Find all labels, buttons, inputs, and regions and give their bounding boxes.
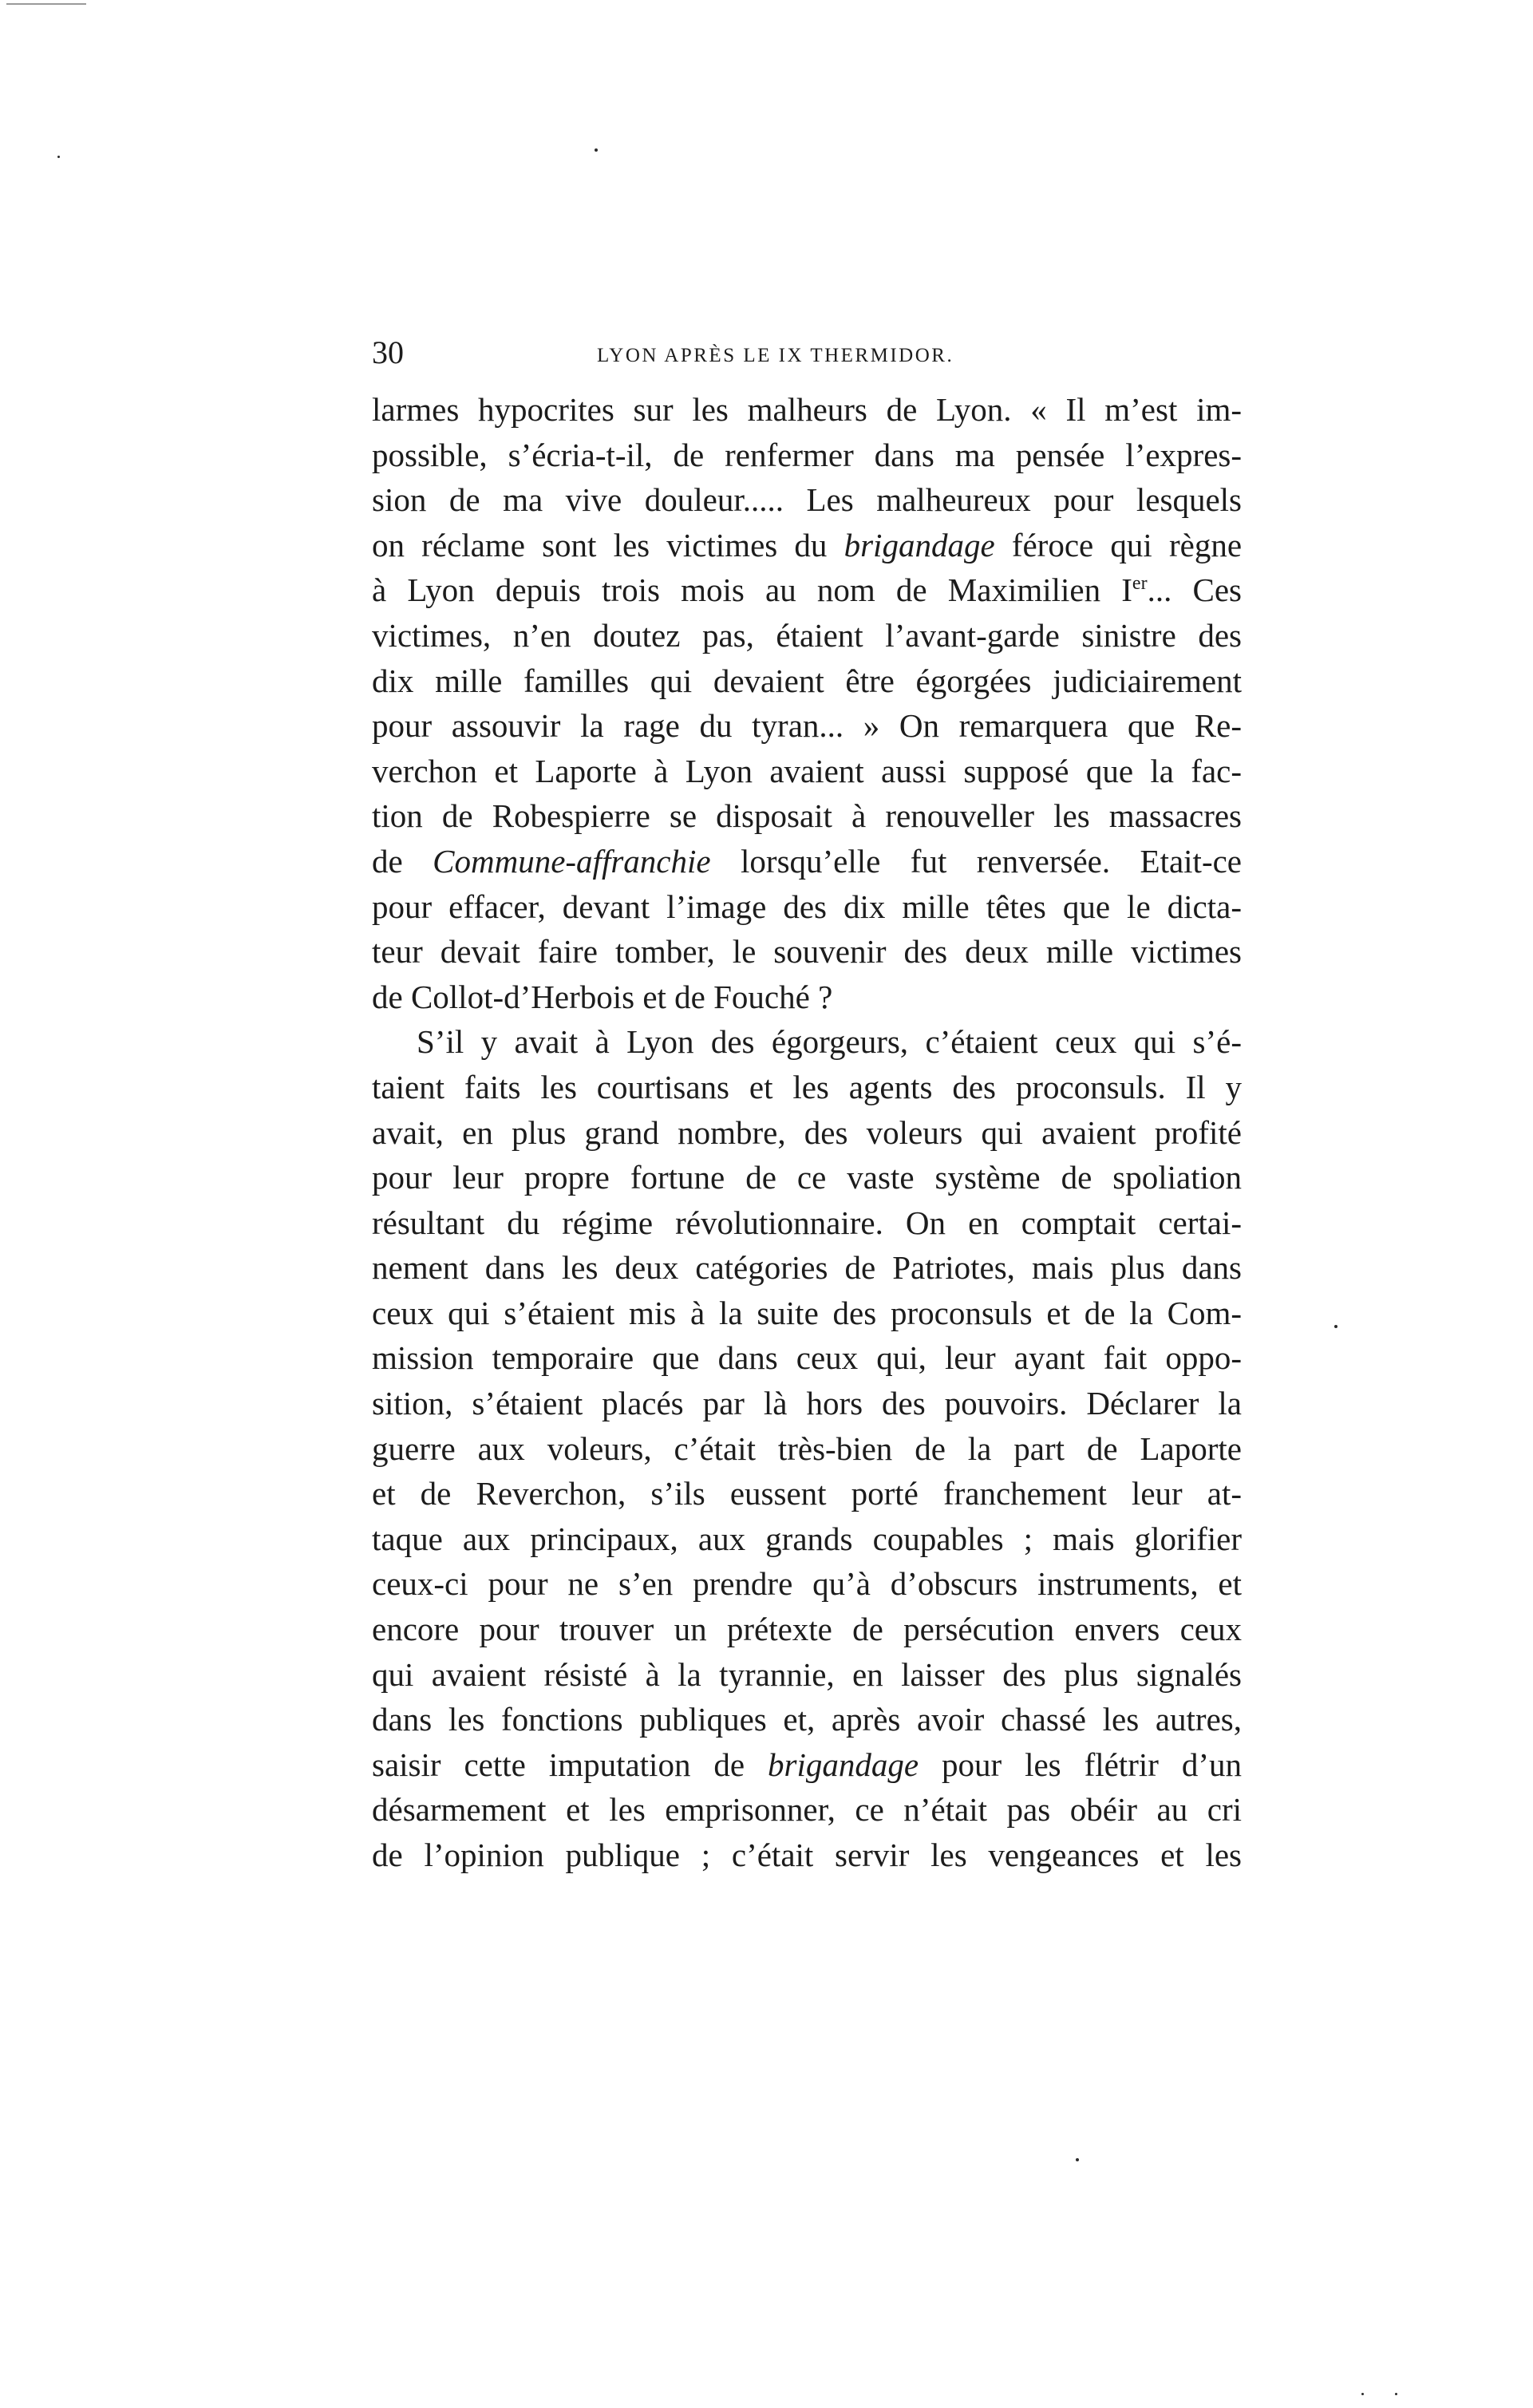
text-line: pour leur propre fortune de ce vaste système de spoliation (372, 1159, 1242, 1196)
text-line: de l’opinion publique ; c’était servir les vengeances et les (372, 1837, 1242, 1873)
text-line: résultant du régime révolutionnaire. On en comptait certai- (372, 1204, 1242, 1241)
italic-term: brigandage (844, 526, 995, 563)
text-segment: lorsqu’elle fut renversée. Etait-ce (741, 842, 1242, 880)
text-line: guerre aux voleurs, c’était très-bien de la part de Laporte (372, 1429, 1242, 1467)
text-line: taient faits les courtisans et les agents des proconsuls. Il y (372, 1068, 1242, 1105)
text-line: verchon et Laporte à Lyon avaient aussi supposé que la fac- (372, 752, 1242, 789)
paper-speck (595, 148, 598, 152)
paper-speck (1334, 1325, 1337, 1328)
text-line (372, 567, 1242, 613)
text-line: mission temporaire que dans ceux qui, leur ayant fait oppo- (372, 1339, 1242, 1377)
text-line: dix mille familles qui devaient être égorgées judiciairement (372, 662, 1242, 699)
text-line: ceux-ci pour ne s’en prendre qu’à d’obscurs instruments, et (372, 1565, 1242, 1603)
text-line: et de Reverchon, s’ils eussent porté franchement leur at- (372, 1475, 1242, 1512)
text-line: de Collot-d’Herbois et de Fouché ? (372, 978, 833, 1015)
text-segment: pour les flétrir d’un (942, 1746, 1242, 1783)
text-line: pour effacer, devant l’image des dix mille têtes que le dicta- (372, 888, 1242, 925)
text-segment: saisir cette imputation de (372, 1746, 745, 1783)
text-line: nement dans les deux catégories de Patriotes, mais plus dans (372, 1249, 1242, 1287)
text-line: avait, en plus grand nombre, des voleurs qui avaient profité (372, 1113, 1242, 1151)
text-line: S’il y avait à Lyon des égorgeurs, c’étaient ceux qui s’é- (417, 1023, 1242, 1061)
text-line: dans les fonctions publiques et, après avoir chassé les autres, (372, 1701, 1242, 1738)
paper-speck (1076, 2158, 1079, 2161)
text-line: taque aux principaux, aux grands coupables ; mais glorifier (372, 1520, 1242, 1557)
italic-term: brigandage (768, 1746, 919, 1783)
text-line (372, 839, 1242, 884)
text-segment: féroce qui règne (1011, 526, 1243, 563)
page-number: 30 (372, 334, 404, 370)
paper-speck (1361, 2393, 1364, 2395)
text-line: qui avaient résisté à la tyrannie, en laisser des plus signalés (372, 1655, 1242, 1693)
text-line: victimes, n’en doutez pas, étaient l’avant-garde sinistre des (372, 616, 1242, 654)
paper-speck (1395, 2393, 1397, 2395)
text-line: sition, s’étaient placés par là hors des pouvoirs. Déclarer la (372, 1385, 1242, 1422)
text-segment: à Lyon depuis trois mois au nom de Maximilien I (372, 571, 1132, 609)
ordinal-superscript: er (1132, 573, 1148, 595)
text-line (372, 523, 1242, 568)
text-segment: on réclame sont les victimes du (372, 526, 828, 563)
text-line: sion de ma vive douleur..... Les malheureux pour lesquels (372, 481, 1242, 519)
text-line: possible, s’écria-t-il, de renfermer dans ma pensée l’expres- (372, 436, 1242, 473)
running-title: LYON APRÈS LE IX THERMIDOR. (597, 345, 954, 366)
text-segment: de (372, 842, 403, 880)
paper-speck (57, 156, 60, 158)
text-line: tion de Robespierre se disposait à renouveller les massacres (372, 797, 1242, 835)
page-header (372, 334, 1242, 382)
text-line: teur devait faire tomber, le souvenir des deux mille victimes (372, 933, 1242, 971)
text-segment: ... Ces (1147, 571, 1242, 609)
text-line: larmes hypocrites sur les malheurs de Lyon. « Il m’est im- (372, 391, 1242, 428)
body-text (372, 387, 1242, 1878)
text-line: désarmement et les emprisonner, ce n’était pas obéir au cri (372, 1791, 1242, 1829)
italic-term: Commune-affranchie (433, 842, 711, 880)
text-line: encore pour trouver un prétexte de persécution envers ceux (372, 1611, 1242, 1648)
text-line: pour assouvir la rage du tyran... » On remarquera que Re- (372, 707, 1242, 745)
text-line: ceux qui s’étaient mis à la suite des proconsuls et de la Com- (372, 1294, 1242, 1331)
scan-edge-mark (6, 3, 86, 5)
text-line (372, 1742, 1242, 1788)
